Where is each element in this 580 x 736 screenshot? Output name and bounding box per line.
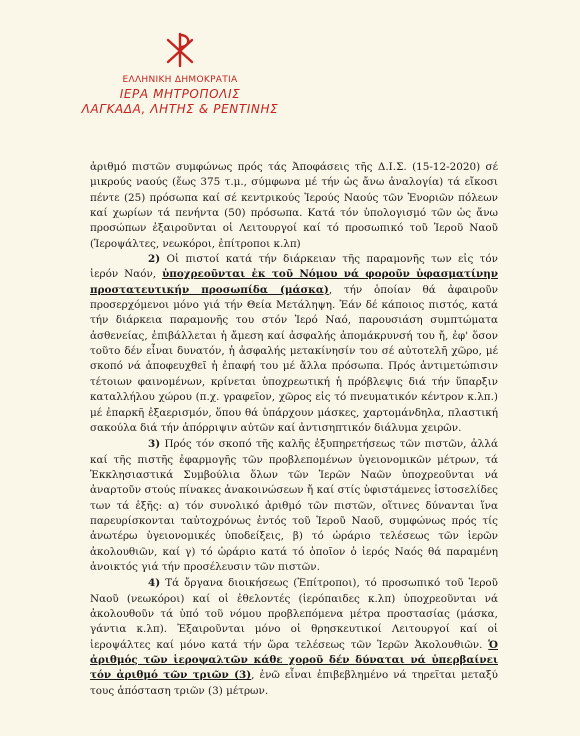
paragraph-1 xyxy=(90,160,498,252)
paragraph-3-text: Πρός τόν σκοπό τῆς καλῆς ἐξυπηρετήσεως τῶν πιστῶν, ἀλλά καί τῆς πιστῆς ἐφαρμογῆς τῶν προβλεπομένων ὑγειονομικῶν μέτρων, τά Ἐκκλησιαστικά Συμβούλια ὅλων τῶν Ἱερῶν Ναῶν ὑποχρεοῦνται νά ἀναρτοῦν στούς πίνακες ἀνακοινώσεων ἤ καί στίς ὑφιστάμενες ἰστοσελίδες των τά ἑξῆς: α) τόν συνολικό ἀριθμό τῶν πιστῶν, οἵτινες δύνανται ἵνα παρευρίσκονται ταὐτοχρόνως ἐντός τοῦ Ἱεροῦ Ναοῦ, συμφώνως πρός τίς ἀνωτέρω ὑγειονομικές ὑποδείξεις, β) τό ὡράριο τελέσεως τῶν ἱερῶν ἀκολουθιῶν, καί γ) τό ὡράριο κατά τό ὁποῖον ὁ ἱερός Ναός θά παραμένη ἀνοικτός γιά τήν προσέλευσιν τῶν πιστῶν. xyxy=(90,438,498,573)
header-country: ΕΛΛΗΝΙΚΗ ΔΗΜΟΚΡΑΤΙΑ xyxy=(122,75,238,85)
paragraph-2-text-b: , τήν ὁποίαν θά ἀφαιροῦν προσερχόμενοι μόνο γιά τήν Θεία Μετάληψη. Ἐάν δέ κάποιος πιστός, κατά τήν διάρκεια παραμονῆς του στόν Ἱερό Ναό, παρουσιάση συμπτώματα ἀσθενείας, ἐπιβάλλεται ἡ ἄμεση καί ἀσφαλής ἀπομάκρυνσή του ἤ, ἐφ' ὅσον τοῦτο δέν εἶναι δυνατόν, ἡ ἀσφαλής μετακίνησίν του σέ αὐτοτελῆ χῶρο, μέ σκοπό νά ἀποφευχθεῖ ἡ ἐπαφή του μέ ἄλλα πρόσωπα. Πρός ἀντιμετώπισιν τέτοιων φαινομένων, κρίνεται ὑποχρεωτική ἡ πρόβλεψις διά τήν ὕπαρξιν καταλλήλου χώρου (π.χ. γραφεῖον, χῶρος εἰς τό πνευματικόν κέντρον κ.λπ.) μέ ἐπαρκῆ ἐξαερισμόν, ὅπου θά ὑπάρχουν μάσκες, χαρτομάνδηλα, πλαστική σακούλα διά τήν ἀπόρριψιν αὐτῶν καί ἀντισηπτικόν διάλυμα χειρῶν. xyxy=(90,283,498,434)
header-metropolis: ΙΕΡΑ ΜΗΤΡΟΠΟΛΙΣ xyxy=(119,87,241,101)
paragraph-2-text-a: Οἱ πιστοί κατά τήν διάρκειαν τῆς παραμονῆς των εἰς τόν ἱερόν Ναόν, xyxy=(90,253,498,281)
letterhead xyxy=(60,30,300,117)
paragraph-4 xyxy=(90,576,498,699)
paragraph-3-number: 3) xyxy=(148,438,161,451)
paragraph-4-text-b: , ἐνῶ εἶναι ἐπιβεβλημένο νά τηρεῖται μεταξύ τους ἀπόσταση τριῶν (3) μέτρων. xyxy=(90,669,498,697)
paragraph-2-emphasis: ὑποχρεοῦνται ἐκ τοῦ Νόμου νά φοροῦν ὑφασματίνην προστατευτικήν προσωπίδα (μάσκα) xyxy=(90,268,498,296)
paragraph-4-text-a: Τά ὄργανα διοικήσεως (Ἐπίτροποι), τό προσωπικό τοῦ Ἱεροῦ Ναοῦ (νεωκόροι) καί οἱ ἐθελοντές (ἱερόπαιδες κ.λπ) ὑποχρεοῦνται νά ἀκολουθοῦν τά ὑπό τοῦ νόμου προβλεπόμενα μέτρα προστασίας (μάσκα, γάντια κ.λπ). Ἐξαιροῦνται μόνο οἱ θρησκευτικοί Λειτουργοί καί οἱ ἱεροψάλτες καί μόνο κατά τήν ὥρα τελέσεως τῶν Ἱερῶν Ἀκολουθιῶν. xyxy=(90,577,498,651)
paragraph-2 xyxy=(90,252,498,436)
paragraph-4-emphasis: Ὁ ἀριθμός τῶν ἱεροψαλτῶν κάθε χοροῦ δέν δύναται νά ὑπερβαίνει τόν ἀριθμό τῶν τριῶν (3) xyxy=(90,638,498,682)
paragraph-1-text: ἀριθμό πιστῶν συμφώνως πρός τάς Ἀποφάσεις τῆς Δ.Ι.Σ. (15-12-2020) σέ μικρούς ναούς (ἕως 375 τ.μ., σύμφωνα μέ τήν ὡς ἄνω ἀναλογία) τά εἴκοσι πέντε (25) πρόσωπα καί σέ κεντρικούς Ἱερούς Ναούς τῶν Ἐνοριῶν πόλεων καί χωρίων τά πενήντα (50) πρόσωπα. Κατά τόν ὑπολογισμό τῶν ὡς ἄνω προσώπων ἐξαιροῦνται οἱ Λειτουργοί καί τό προσωπικό τοῦ Ἱεροῦ Ναοῦ (Ἱεροψάλτες, νεωκόροι, ἐπίτροποι κ.λπ) xyxy=(90,161,498,250)
chi-rho-emblem xyxy=(162,30,198,70)
paragraph-3 xyxy=(90,437,498,575)
paragraph-2-number: 2) xyxy=(148,253,161,266)
paragraph-4-number: 4) xyxy=(148,577,161,590)
header-region: ΛΑΓΚΑΔΑ, ΛΗΤΗΣ & ΡΕΝΤΙΝΗΣ xyxy=(81,102,279,116)
document-body xyxy=(90,160,498,699)
